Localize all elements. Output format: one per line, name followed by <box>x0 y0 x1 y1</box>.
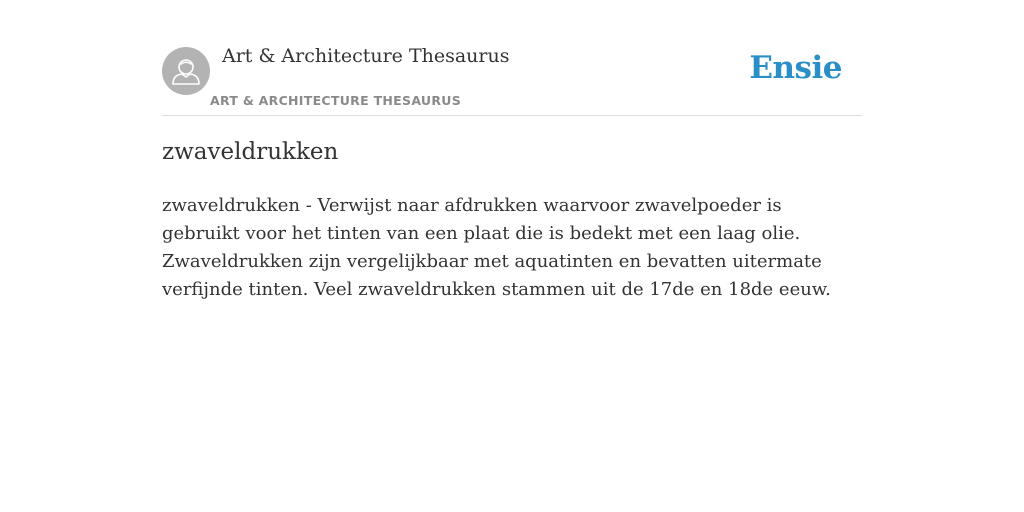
entry-definition: zwaveldrukken - Verwijst naar afdrukken waarvoor zwavelpoeder is gebruikt voor het tinten van een plaat die is bedekt met een laag olie. Zwaveldrukken zijn vergelijkbaar met aquatinten en bevatten uitermate verfijnde tinten. Veel zwaveldrukken stammen uit de 17de en 18de eeuw. <box>162 195 831 300</box>
author-label: ART & ARCHITECTURE THESAURUS <box>210 93 462 108</box>
entry-header <box>162 0 862 116</box>
entry-title: zwaveldrukken <box>162 139 339 165</box>
user-icon <box>162 47 210 95</box>
page-content <box>162 0 862 512</box>
ensie-logo[interactable]: Ensie <box>749 50 842 86</box>
author-name-link[interactable]: Art & Architecture Thesaurus <box>222 45 510 67</box>
author-avatar[interactable] <box>162 47 210 95</box>
